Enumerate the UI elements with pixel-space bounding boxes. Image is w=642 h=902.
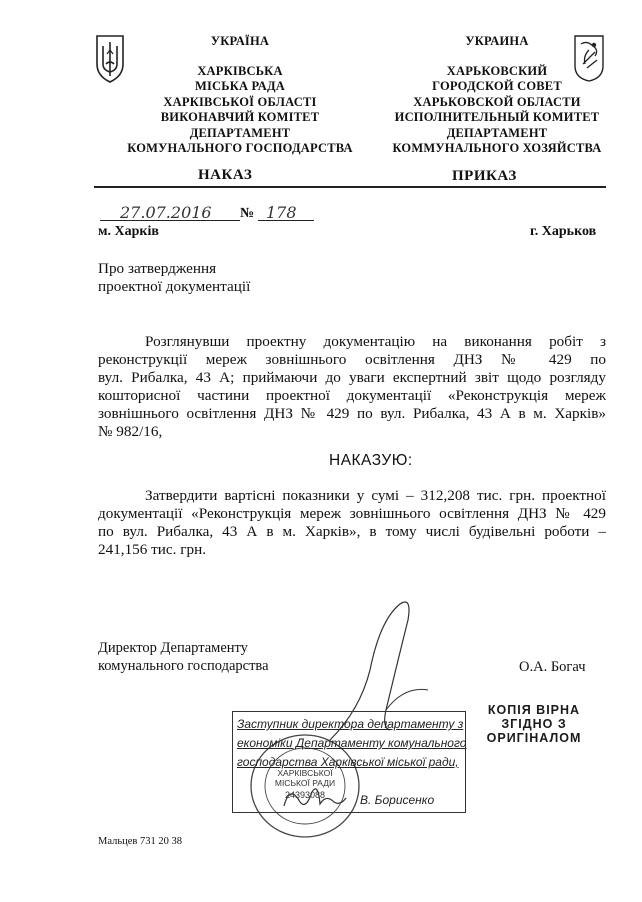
paragraph-line: по вул. Рибалка, 43 А в м. Харків», в тому числі будівельні роботи –	[98, 523, 606, 540]
header-left	[120, 34, 360, 157]
paragraph-line: зовнішнього освітлення ДНЗ № 429 по вул. Рибалка, 43 А в м. Харків»	[98, 405, 606, 422]
paragraph-line: Затвердити вартісні показники у сумі – 312,208 тис. грн. проектної	[145, 487, 606, 504]
stamp-signature	[280, 780, 350, 814]
country-name-ru: УКРАИНА	[465, 34, 529, 48]
header-right	[382, 34, 612, 157]
paragraph-line: документації «Реконструкція мереж зовнішнього освітлення ДНЗ № 429	[98, 505, 606, 522]
signatory-position-line: Директор Департаменту	[98, 640, 248, 656]
paragraph-line: реконструкції мереж зовнішнього освітлення ДНЗ № 429 по	[98, 351, 606, 368]
city-ua: м. Харків	[98, 224, 159, 239]
cert-stamp-line: економіки Департаменту комунального	[237, 736, 467, 750]
country-name-ua: УКРАЇНА	[210, 34, 270, 48]
subject-line: проектної документації	[98, 278, 251, 295]
header-right-line: КОММУНАЛЬНОГО ХОЗЯЙСТВА	[392, 141, 602, 155]
doc-type-ua: НАКАЗ	[198, 167, 253, 183]
header-left-line: ХАРКІВСЬКА	[197, 63, 283, 78]
header-left-line: ХАРКІВСЬКОЇ ОБЛАСТІ	[163, 94, 317, 109]
header-left-line: ВИКОНАВЧИЙ КОМІТЕТ	[160, 110, 320, 124]
copy-stamp-line: ОРИГІНАЛОМ	[486, 731, 582, 745]
copy-stamp	[478, 703, 590, 745]
doc-type-ru: ПРИКАЗ	[452, 168, 517, 184]
seal-text: 24393088	[284, 790, 326, 800]
paragraph-line: 241,156 тис. грн.	[98, 541, 207, 558]
subject-line: Про затвердження	[98, 260, 217, 277]
order-date: 27.07.2016	[120, 203, 212, 222]
header-left-line: ДЕПАРТАМЕНТ	[189, 125, 291, 140]
cert-stamp-line: Заступник директора департаменту з	[237, 717, 464, 731]
decision-paragraph	[98, 487, 606, 559]
signatory-position-line: комунального господарства	[98, 658, 269, 674]
signatory-position	[98, 639, 269, 675]
header-right-line: ИСПОЛНИТЕЛЬНЫЙ КОМИТЕТ	[394, 110, 600, 124]
order-heading: НАКАЗУЮ:	[329, 452, 413, 469]
preamble-paragraph	[98, 333, 606, 441]
footer-note: Мальцев 731 20 38	[98, 836, 182, 847]
header-divider	[94, 186, 606, 188]
header-right-line: ХАРЬКОВСКИЙ	[446, 63, 548, 78]
signatory-name: О.А. Богач	[519, 659, 586, 675]
header-left-line: КОМУНАЛЬНОГО ГОСПОДАРСТВА	[127, 141, 353, 155]
paragraph-line: кошторисної частини проектної документації «Реконструкція мереж	[98, 387, 606, 404]
cert-stamp-line: господарства Харківської міської ради,	[237, 755, 459, 769]
paragraph-line: вул. Рибалка, 43 А; приймаючи до уваги експертний звіт щодо розгляду	[98, 369, 606, 386]
copy-stamp-line: КОПІЯ ВІРНА	[487, 703, 581, 717]
order-subject	[98, 260, 250, 296]
seal-text: ХАРКІВСЬКОЇ	[277, 768, 333, 778]
city-ru: г. Харьков	[530, 224, 597, 239]
header-right-line: ДЕПАРТАМЕНТ	[446, 125, 548, 140]
seal-text: МІСЬКОЇ РАДИ	[274, 778, 336, 788]
header-left-line: МІСЬКА РАДА	[194, 79, 286, 93]
header-right-line: ГОРОДСКОЙ СОВЕТ	[432, 79, 562, 93]
paragraph-line: Розглянувши проектну документацію на виконання робіт з	[145, 333, 606, 350]
header-right-line: ХАРЬКОВСКОЙ ОБЛАСТИ	[413, 94, 581, 109]
paragraph-line: № 982/16,	[98, 423, 163, 440]
cert-signer: В. Борисенко	[360, 793, 435, 807]
copy-stamp-line: ЗГІДНО З	[501, 717, 567, 731]
number-sign: №	[240, 206, 255, 221]
order-number: 178	[266, 203, 297, 222]
